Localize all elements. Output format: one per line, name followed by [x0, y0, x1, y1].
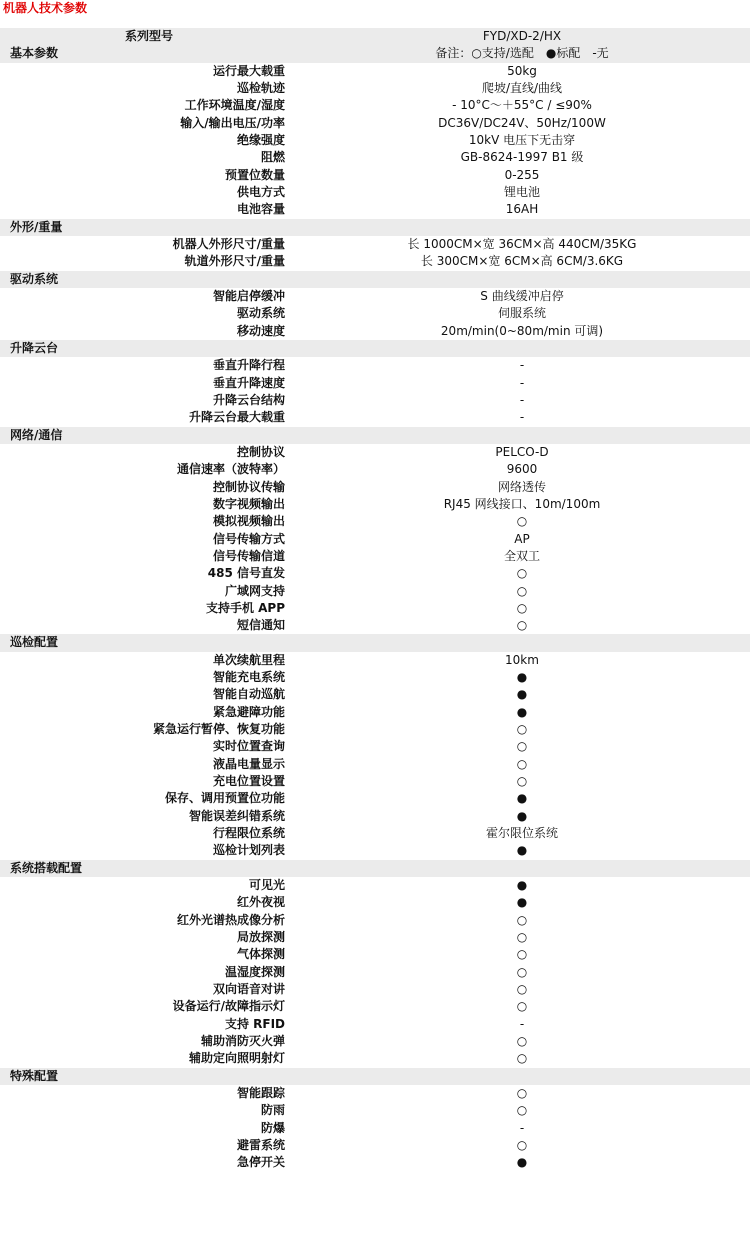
spec-value: ○	[516, 756, 528, 771]
spec-label: 行程限位系统	[212, 826, 285, 841]
spec-value: 10km	[505, 652, 539, 667]
spec-value: ○	[516, 566, 528, 581]
spec-label: 巡检计划列表	[212, 843, 285, 858]
spec-value: ○	[516, 1051, 528, 1066]
spec-value: ○	[516, 722, 528, 737]
spec-value: 长 1000CM×宽 36CM×高 440CM/35KG	[407, 236, 637, 251]
spec-row	[0, 63, 750, 80]
spec-value: 网络透传	[497, 479, 546, 494]
spec-value: -	[519, 1120, 525, 1135]
model-row	[0, 28, 750, 45]
spec-label: 单次续航里程	[212, 652, 285, 667]
spec-label: 充电位置设置	[212, 774, 285, 789]
spec-row	[0, 617, 750, 634]
spec-row	[0, 97, 750, 114]
spec-label: 控制协议传输	[212, 479, 285, 494]
spec-label: 液晶电量显示	[212, 756, 285, 771]
section-header	[0, 427, 750, 444]
spec-row	[0, 669, 750, 686]
spec-value: ●	[516, 895, 528, 910]
spec-value: ○	[516, 930, 528, 945]
spec-row	[0, 894, 750, 911]
spec-label: 模拟视频输出	[212, 514, 285, 529]
spec-value: ●	[516, 843, 528, 858]
spec-row	[0, 1154, 750, 1171]
spec-label: 防雨	[260, 1103, 285, 1118]
spec-row	[0, 479, 750, 496]
spec-row	[0, 392, 750, 409]
spec-row	[0, 323, 750, 340]
spec-label: 紧急避障功能	[212, 704, 285, 719]
section-header	[0, 45, 750, 62]
spec-row	[0, 461, 750, 478]
section-header	[0, 271, 750, 288]
spec-label: 信号传输方式	[212, 531, 285, 546]
spec-value: 16AH	[505, 202, 539, 217]
spec-row	[0, 149, 750, 166]
spec-row	[0, 132, 750, 149]
spec-row	[0, 80, 750, 97]
spec-row	[0, 998, 750, 1015]
spec-row	[0, 773, 750, 790]
spec-value: ●	[516, 791, 528, 806]
spec-row	[0, 444, 750, 461]
spec-row	[0, 1137, 750, 1154]
spec-row	[0, 201, 750, 218]
spec-table	[0, 28, 750, 1172]
spec-row	[0, 531, 750, 548]
spec-label: 智能误差纠错系统	[188, 808, 285, 823]
spec-label: 阻燃	[260, 150, 285, 165]
spec-label: 设备运行/故障指示灯	[172, 999, 285, 1014]
section-header	[0, 219, 750, 236]
spec-label: 红外光谱热成像分析	[176, 912, 285, 927]
spec-row	[0, 305, 750, 322]
spec-value: ○	[516, 999, 528, 1014]
section-title: 升降云台	[10, 340, 59, 355]
spec-row	[0, 825, 750, 842]
spec-value: ●	[516, 808, 528, 823]
spec-label: 绝缘强度	[236, 132, 285, 147]
section-title: 网络/通信	[10, 427, 63, 442]
section-title: 外形/重量	[10, 219, 63, 234]
spec-value: ○	[516, 1086, 528, 1101]
spec-value: - 10°C～＋55°C / ≤90%	[452, 98, 592, 113]
section-header	[0, 634, 750, 651]
spec-label: 垂直升降行程	[212, 358, 285, 373]
spec-label: 电池容量	[236, 202, 285, 217]
spec-label: 运行最大载重	[212, 63, 285, 78]
spec-value: ●	[516, 687, 528, 702]
spec-label: 升降云台最大载重	[188, 410, 285, 425]
section-title: 驱动系统	[10, 271, 59, 286]
spec-label: 支持 RFID	[224, 1016, 285, 1031]
spec-value: ○	[516, 739, 528, 754]
spec-value: ○	[516, 583, 528, 598]
spec-row	[0, 929, 750, 946]
spec-label: 辅助定向照明射灯	[188, 1051, 285, 1066]
spec-row	[0, 288, 750, 305]
spec-label: 巡检轨迹	[236, 80, 285, 95]
spec-row	[0, 253, 750, 270]
spec-value: -	[519, 358, 525, 373]
spec-label: 局放探测	[236, 930, 285, 945]
spec-row	[0, 184, 750, 201]
section-title: 基本参数	[10, 46, 59, 61]
spec-label: 垂直升降速度	[212, 375, 285, 390]
spec-value: 20m/min(0~80m/min 可调)	[440, 323, 604, 338]
spec-label: 智能充电系统	[212, 670, 285, 685]
spec-row	[0, 357, 750, 374]
spec-label: 智能自动巡航	[212, 687, 285, 702]
spec-value: -	[519, 410, 525, 425]
spec-value: 0-255	[504, 167, 540, 182]
section-title: 巡检配置	[10, 635, 59, 650]
spec-label: 智能启停缓冲	[212, 288, 285, 303]
spec-row	[0, 981, 750, 998]
spec-row	[0, 686, 750, 703]
section-title: 系统搭载配置	[10, 860, 83, 875]
spec-label: 辅助消防灭火弹	[200, 1034, 285, 1049]
spec-label: 信号传输信道	[212, 548, 285, 563]
spec-value: -	[519, 375, 525, 390]
spec-label: 输入/输出电压/功率	[180, 115, 285, 130]
spec-value: ●	[516, 878, 528, 893]
spec-value: ●	[516, 1155, 528, 1170]
spec-label: 气体探测	[236, 947, 285, 962]
spec-row	[0, 115, 750, 132]
spec-row	[0, 167, 750, 184]
page-title: 机器人技术参数	[3, 1, 88, 15]
spec-row	[0, 1120, 750, 1137]
spec-label: 供电方式	[236, 184, 285, 199]
section-header	[0, 860, 750, 877]
spec-label: 实时位置查询	[212, 739, 285, 754]
spec-value: ○	[516, 982, 528, 997]
spec-value: -	[519, 1016, 525, 1031]
spec-label: 支持手机 APP	[205, 600, 285, 615]
spec-value: ○	[516, 1034, 528, 1049]
spec-value: ●	[516, 670, 528, 685]
spec-value: ○	[516, 964, 528, 979]
spec-value: 伺服系统	[497, 306, 546, 321]
spec-row	[0, 1050, 750, 1067]
spec-label: 移动速度	[236, 323, 285, 338]
spec-value: 全双工	[503, 548, 540, 563]
spec-label: 急停开关	[236, 1155, 285, 1170]
spec-value: S 曲线缓冲启停	[480, 288, 564, 303]
spec-row	[0, 1033, 750, 1050]
spec-value: ○	[516, 774, 528, 789]
model-value: FYD/XD-2/HX	[482, 29, 562, 43]
spec-value: 长 300CM×宽 6CM×高 6CM/3.6KG	[420, 254, 624, 269]
spec-label: 智能跟踪	[236, 1086, 285, 1101]
spec-label: 升降云台结构	[212, 392, 285, 407]
spec-label: 控制协议	[236, 444, 285, 459]
spec-row	[0, 409, 750, 426]
spec-label: 防爆	[260, 1120, 285, 1135]
spec-value: PELCO-D	[495, 444, 549, 459]
spec-value: ○	[516, 1103, 528, 1118]
spec-value: ○	[516, 912, 528, 927]
spec-row	[0, 548, 750, 565]
spec-value: ●	[516, 704, 528, 719]
spec-row	[0, 513, 750, 530]
section-header	[0, 340, 750, 357]
spec-row	[0, 790, 750, 807]
spec-row	[0, 738, 750, 755]
spec-value: ○	[516, 1138, 528, 1152]
spec-row	[0, 721, 750, 738]
spec-value: ○	[516, 947, 528, 962]
spec-row	[0, 912, 750, 929]
spec-label: 可见光	[248, 878, 285, 893]
spec-value: -	[519, 392, 525, 407]
spec-row	[0, 704, 750, 721]
spec-label: 预置位数量	[224, 167, 285, 182]
spec-row	[0, 756, 750, 773]
spec-row	[0, 946, 750, 963]
spec-value: DC36V/DC24V、50Hz/100W	[438, 115, 606, 130]
spec-label: 温湿度探测	[224, 964, 285, 979]
spec-label: 工作环境温度/湿度	[184, 98, 285, 113]
spec-value: 霍尔限位系统	[485, 826, 558, 841]
spec-value: RJ45 网线接口、10m/100m	[443, 496, 601, 511]
spec-row	[0, 842, 750, 859]
spec-row	[0, 1016, 750, 1033]
spec-label: 避雷系统	[236, 1138, 285, 1152]
spec-row	[0, 1102, 750, 1119]
spec-row	[0, 496, 750, 513]
spec-label: 数字视频输出	[212, 496, 285, 511]
spec-label: 短信通知	[236, 618, 285, 633]
spec-label: 双向语音对讲	[212, 982, 285, 997]
spec-label: 通信速率（波特率）	[176, 462, 285, 477]
spec-label: 机器人外形尺寸/重量	[172, 236, 285, 251]
spec-row	[0, 600, 750, 617]
spec-value: GB-8624-1997 B1 级	[460, 150, 584, 165]
spec-label: 485 信号直发	[207, 566, 285, 581]
spec-value: 爬坡/直线/曲线	[481, 80, 563, 95]
spec-row	[0, 375, 750, 392]
spec-value: AP	[514, 531, 530, 546]
spec-value: ○	[516, 600, 528, 615]
section-title: 特殊配置	[10, 1068, 59, 1083]
spec-label: 驱动系统	[236, 306, 285, 321]
spec-value: 锂电池	[503, 184, 540, 199]
spec-row	[0, 964, 750, 981]
spec-row	[0, 652, 750, 669]
spec-value: 9600	[506, 462, 538, 477]
legend-note: 备注：○支持/选配 ●标配 -无	[435, 46, 609, 61]
spec-label: 紧急运行暂停、恢复功能	[152, 722, 285, 737]
spec-label: 轨道外形尺寸/重量	[184, 254, 285, 269]
spec-value: 50kg	[507, 63, 537, 78]
spec-value: 10kV 电压下无击穿	[468, 132, 576, 147]
spec-row	[0, 877, 750, 894]
spec-label: 红外夜视	[236, 895, 285, 910]
section-header	[0, 1068, 750, 1085]
spec-value: ○	[516, 514, 528, 529]
spec-value: ○	[516, 618, 528, 633]
spec-label: 广域网支持	[224, 583, 285, 598]
model-label: 系列型号	[124, 29, 173, 43]
spec-label: 保存、调用预置位功能	[164, 791, 285, 806]
spec-row	[0, 1085, 750, 1102]
spec-row	[0, 583, 750, 600]
spec-row	[0, 565, 750, 582]
spec-row	[0, 236, 750, 253]
spec-row	[0, 808, 750, 825]
